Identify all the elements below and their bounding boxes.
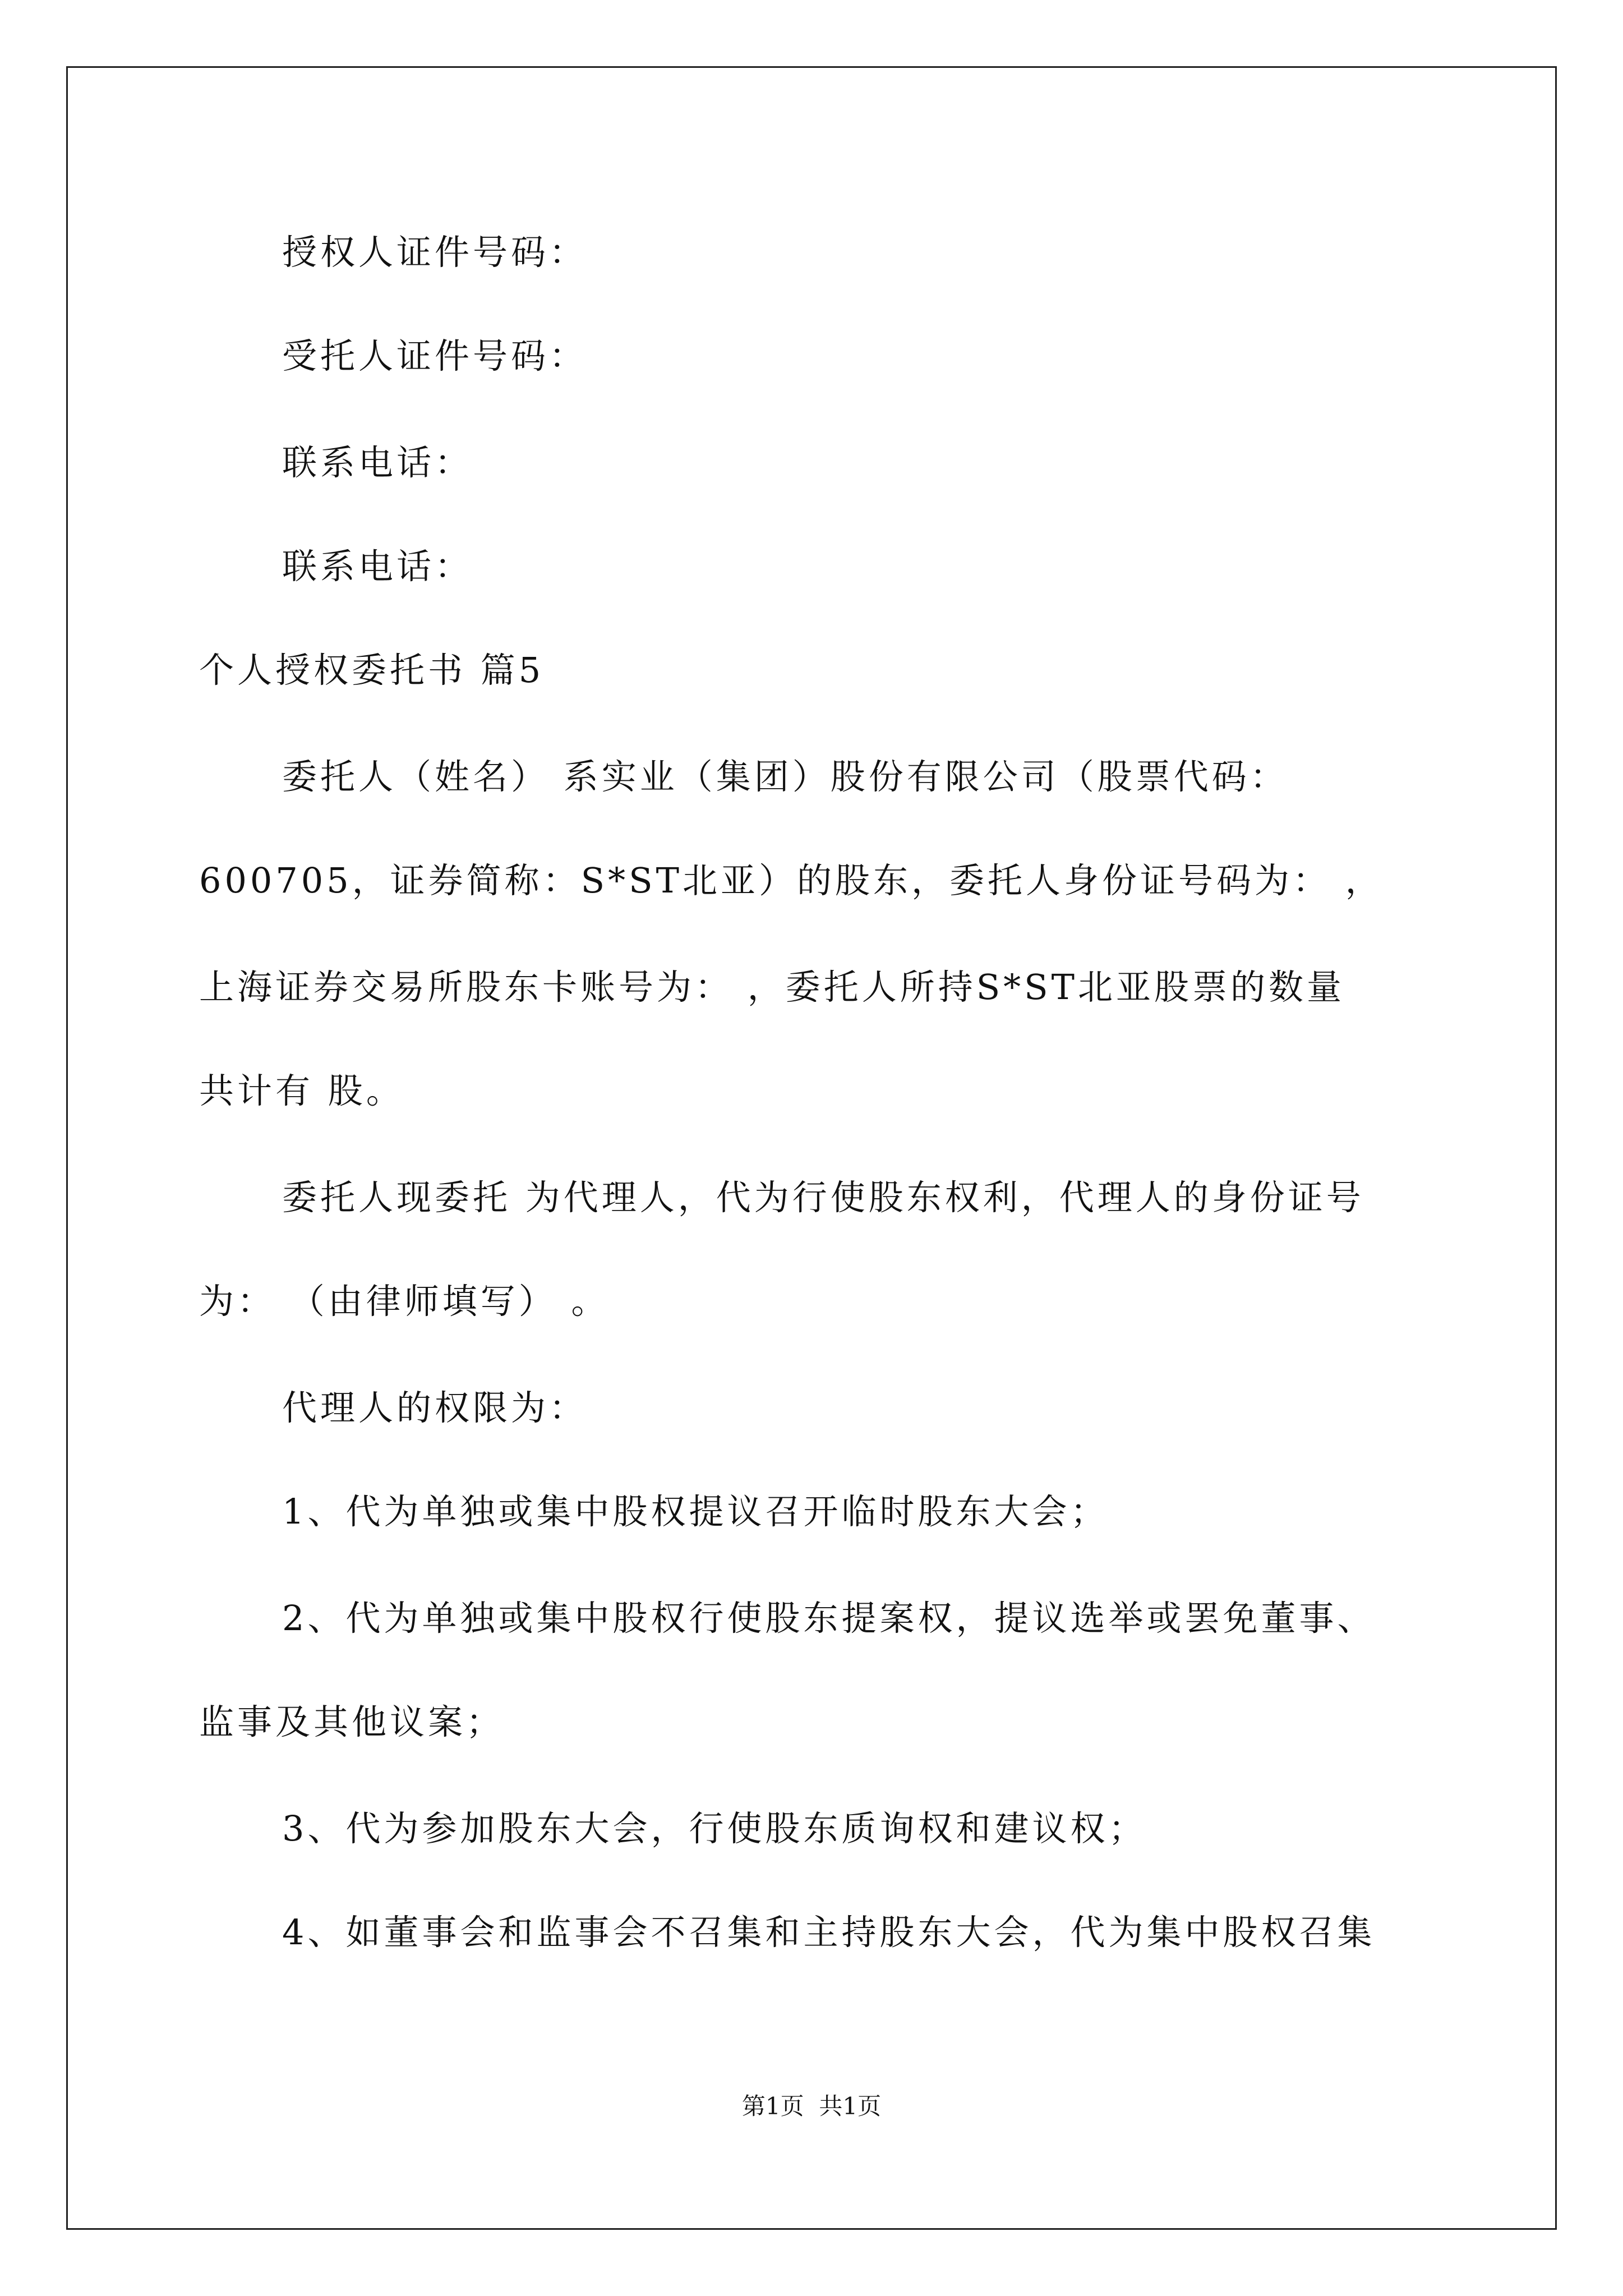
paragraph-line: 共计有 股。 — [199, 1070, 404, 1111]
page-footer: 第1页 共1页 — [741, 2092, 882, 2120]
page-border — [66, 66, 1557, 2230]
paragraph-line: 600705，证券简称：S*ST北亚）的股东，委托人身份证号码为： ， — [199, 860, 1384, 901]
contact-phone-line: 联系电话： — [282, 442, 473, 483]
list-item: 3、代为参加股东大会，行使股东质询权和建议权； — [282, 1808, 1147, 1849]
list-item: 2、代为单独或集中股权行使股东提案权，提议选举或罢免董事、 — [282, 1598, 1376, 1639]
trustee-id-line: 受托人证件号码： — [282, 335, 588, 376]
authorizer-id-line: 授权人证件号码： — [282, 232, 588, 273]
list-item: 4、如董事会和监事会不召集和主持股东大会，代为集中股权召集 — [282, 1912, 1376, 1953]
paragraph-line: 为： （由律师填写） 。 — [199, 1281, 610, 1322]
list-item-continuation: 监事及其他议案； — [199, 1701, 505, 1742]
section-heading: 个人授权委托书 篇5 — [199, 650, 545, 691]
paragraph-line: 委托人现委托 为代理人，代为行使股东权利，代理人的身份证号 — [282, 1177, 1364, 1218]
paragraph-line: 代理人的权限为： — [282, 1387, 588, 1428]
list-item: 1、代为单独或集中股权提议召开临时股东大会； — [282, 1491, 1109, 1532]
paragraph-line: 上海证券交易所股东卡账号为： ，委托人所持S*ST北亚股票的数量 — [199, 967, 1345, 1007]
paragraph-line: 委托人（姓名） 系实业（集团）股份有限公司（股票代码： — [282, 756, 1288, 797]
contact-phone-line-2: 联系电话： — [282, 546, 473, 587]
